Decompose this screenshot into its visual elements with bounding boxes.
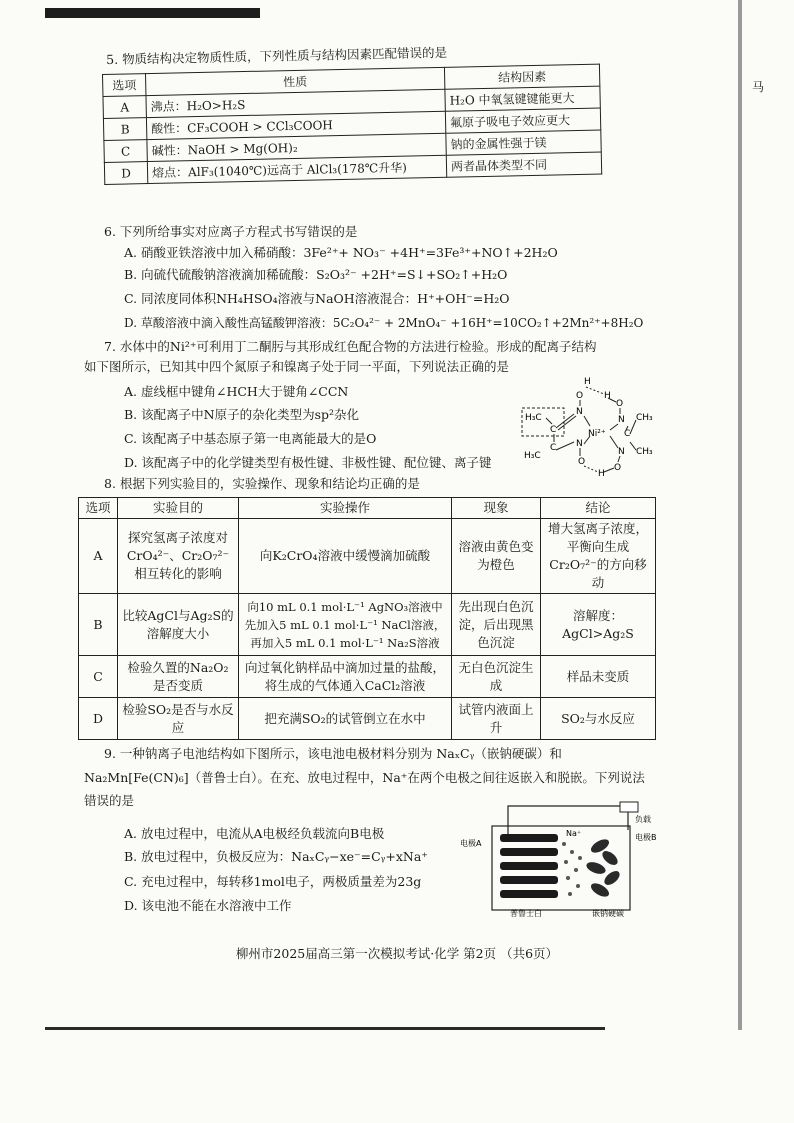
q9-stem-line2: Na₂Mn[Fe(CN)₆]（普鲁士白）。在充、放电过程中，Na⁺在两个电极之间往返嵌入和脱嵌。下列说法 bbox=[84, 770, 645, 785]
table-row bbox=[79, 594, 656, 656]
figure-label: H₃C bbox=[524, 451, 541, 461]
figure-label: N bbox=[576, 407, 583, 417]
q5-stem: 5. 物质结构决定物质性质，下列性质与结构因素匹配错误的是 bbox=[106, 44, 448, 67]
figure-label: O bbox=[616, 399, 624, 409]
table-row bbox=[79, 519, 656, 594]
figure-label: N bbox=[576, 439, 583, 449]
na-ion-label: Na⁺ bbox=[566, 829, 582, 838]
edge-char: 马 bbox=[752, 80, 765, 94]
electrode-b-label: 电极B bbox=[635, 833, 657, 842]
q7-option-a: A. 虚线框中键角∠HCH大于键角∠CCN bbox=[124, 384, 349, 399]
q9-stem-line1: 9. 一种钠离子电池结构如下图所示，该电池电极材料分别为 NaₓCᵧ（嵌钠硬碳）和 bbox=[104, 746, 562, 761]
figure-label: N bbox=[618, 415, 625, 425]
page-edge bbox=[738, 0, 742, 1030]
q8-header-option: 选项 bbox=[79, 498, 118, 519]
table-cell: 氟原子吸电子效应更大 bbox=[445, 108, 600, 133]
q8-header-operation: 实验操作 bbox=[239, 498, 452, 519]
q5-header-property: 性质 bbox=[146, 67, 445, 95]
q7-option-d: D. 该配离子中的化学键类型有极性键、非极性键、配位键、离子键 bbox=[124, 455, 492, 470]
table-cell: SO₂与水反应 bbox=[541, 698, 656, 740]
table-cell: D bbox=[79, 698, 118, 740]
q7-stem-line1: 7. 水体中的Ni²⁺可利用丁二酮肟与其形成红色配合物的方法进行检验。形成的配离子结构 bbox=[104, 339, 597, 354]
figure-label: Ni²⁺ bbox=[588, 429, 606, 439]
table-cell: 检验SO₂是否与水反应 bbox=[118, 698, 239, 740]
figure-label: O bbox=[578, 457, 586, 467]
hard-carbon-flakes bbox=[585, 837, 622, 900]
table-cell: 向过氧化钠样品中滴加过量的盐酸，将生成的气体通入CaCl₂溶液 bbox=[239, 656, 452, 698]
table-cell: 样品未变质 bbox=[541, 656, 656, 698]
q8-stem: 8. 根据下列实验目的，实验操作、现象和结论均正确的是 bbox=[104, 476, 420, 491]
table-cell: A bbox=[103, 96, 146, 119]
q9-option-b: B. 放电过程中，负极反应为：NaₓCᵧ−xe⁻=Cᵧ+xNa⁺ bbox=[124, 849, 428, 864]
load-box bbox=[620, 802, 638, 812]
table-row bbox=[79, 656, 656, 698]
q8-table bbox=[78, 497, 656, 740]
table-cell: 向10 mL 0.1 mol·L⁻¹ AgNO₃溶液中先加入5 mL 0.1 mol·L⁻¹ NaCl溶液，再加入5 mL 0.1 mol·L⁻¹ Na₂S溶液 bbox=[239, 594, 452, 656]
table-cell: 比较AgCl与Ag₂S的溶解度大小 bbox=[118, 594, 239, 656]
table-cell: 把充满SO₂的试管倒立在水中 bbox=[239, 698, 452, 740]
q8-header-conclusion: 结论 bbox=[541, 498, 656, 519]
table-cell: 向K₂CrO₄溶液中缓慢滴加硫酸 bbox=[239, 519, 452, 594]
q7-stem-line2: 如下图所示，已知其中四个氮原子和镍离子处于同一平面，下列说法正确的是 bbox=[84, 359, 510, 374]
table-cell: 无白色沉淀生成 bbox=[452, 656, 541, 698]
table-cell: B bbox=[79, 594, 118, 656]
figure-label: C bbox=[550, 443, 557, 453]
table-cell: 探究氢离子浓度对CrO₄²⁻、Cr₂O₇²⁻相互转化的影响 bbox=[118, 519, 239, 594]
q5-header-structure: 结构因素 bbox=[444, 64, 599, 89]
q6-option-d: D. 草酸溶液中滴入酸性高锰酸钾溶液：5C₂O₄²⁻ + 2MnO₄⁻ +16H⁺=10CO₂↑+2Mn²⁺+8H₂O bbox=[124, 316, 644, 330]
table-cell: D bbox=[104, 162, 147, 185]
table-cell: B bbox=[103, 118, 146, 141]
table-cell: 检验久置的Na₂O₂是否变质 bbox=[118, 656, 239, 698]
table-cell: 沸点：H₂O>H₂S bbox=[146, 89, 445, 117]
scan-top-mark bbox=[45, 8, 260, 18]
q9-stem-line3: 错误的是 bbox=[84, 793, 135, 808]
load-label: 负载 bbox=[635, 815, 651, 824]
table-cell: C bbox=[104, 140, 147, 163]
ni-complex-figure bbox=[520, 370, 660, 480]
figure-label: C bbox=[624, 429, 631, 439]
table-cell: 熔点：AlF₃(1040℃)远高于 AlCl₃(178℃升华) bbox=[147, 155, 446, 183]
figure-label: O bbox=[614, 463, 622, 473]
figure-label: H bbox=[584, 377, 591, 387]
prussian-white-layers bbox=[500, 834, 558, 898]
q8-header-phenomenon: 现象 bbox=[452, 498, 541, 519]
q8-header-purpose: 实验目的 bbox=[118, 498, 239, 519]
scan-bottom-line bbox=[45, 1027, 605, 1030]
table-cell: 两者晶体类型不同 bbox=[446, 152, 601, 177]
electrode-a-label: 电极A bbox=[460, 839, 482, 848]
q6-stem: 6. 下列所给事实对应离子方程式书写错误的是 bbox=[104, 224, 358, 239]
table-cell: 酸性：CF₃COOH > CCl₃COOH bbox=[146, 111, 445, 139]
q7-option-b: B. 该配离子中N原子的杂化类型为sp²杂化 bbox=[124, 407, 359, 422]
figure-label: C bbox=[550, 425, 557, 435]
prussian-white-label: 普鲁士白 bbox=[510, 909, 542, 918]
table-cell: 溶解度：AgCl>Ag₂S bbox=[541, 594, 656, 656]
figure-label: CH₃ bbox=[636, 447, 653, 457]
table-cell: C bbox=[79, 656, 118, 698]
q6-option-c: C. 同浓度同体积NH₄HSO₄溶液与NaOH溶液混合：H⁺+OH⁻=H₂O bbox=[124, 291, 510, 306]
table-cell: 增大氢离子浓度，平衡向生成Cr₂O₇²⁻的方向移动 bbox=[541, 519, 656, 594]
table-cell: 碱性：NaOH > Mg(OH)₂ bbox=[147, 133, 446, 161]
q5-table bbox=[102, 64, 602, 185]
figure-label: H₃C bbox=[525, 413, 542, 423]
figure-label: H bbox=[604, 391, 611, 401]
sodium-ion-dots bbox=[562, 842, 582, 896]
figure-label: N bbox=[618, 447, 625, 457]
table-cell: 试管内液面上升 bbox=[452, 698, 541, 740]
table-cell: A bbox=[79, 519, 118, 594]
table-cell: H₂O 中氧氢键键能更大 bbox=[445, 86, 600, 111]
table-header bbox=[79, 498, 656, 519]
page-footer: 柳州市2025届高三第一次模拟考试·化学 第2页 （共6页） bbox=[235, 946, 559, 961]
table-cell: 溶液由黄色变为橙色 bbox=[452, 519, 541, 594]
q5-header-option: 选项 bbox=[103, 74, 146, 97]
sodium-battery-figure bbox=[460, 800, 680, 918]
q9-option-a: A. 放电过程中，电流从A电极经负载流向B电极 bbox=[124, 826, 385, 841]
hard-carbon-label: 嵌钠硬碳 bbox=[592, 909, 624, 918]
table-row bbox=[79, 698, 656, 740]
q9-option-c: C. 充电过程中，每转移1mol电子，两极质量差为23g bbox=[124, 874, 422, 889]
table-cell: 先出现白色沉淀，后出现黑色沉淀 bbox=[452, 594, 541, 656]
q9-option-d: D. 该电池不能在水溶液中工作 bbox=[124, 898, 292, 913]
q7-option-c: C. 该配离子中基态原子第一电离能最大的是O bbox=[124, 431, 377, 446]
q6-option-b: B. 向硫代硫酸钠溶液滴加稀硫酸：S₂O₃²⁻ +2H⁺=S↓+SO₂↑+H₂O bbox=[124, 267, 508, 282]
table-cell: 钠的金属性强于镁 bbox=[446, 130, 601, 155]
figure-label: H bbox=[598, 469, 605, 479]
q6-option-a: A. 硝酸亚铁溶液中加入稀硝酸：3Fe²⁺+ NO₃⁻ +4H⁺=3Fe³⁺+NO↑+2H₂O bbox=[124, 245, 558, 260]
figure-label: O bbox=[576, 391, 584, 401]
figure-label: CH₃ bbox=[636, 413, 653, 423]
